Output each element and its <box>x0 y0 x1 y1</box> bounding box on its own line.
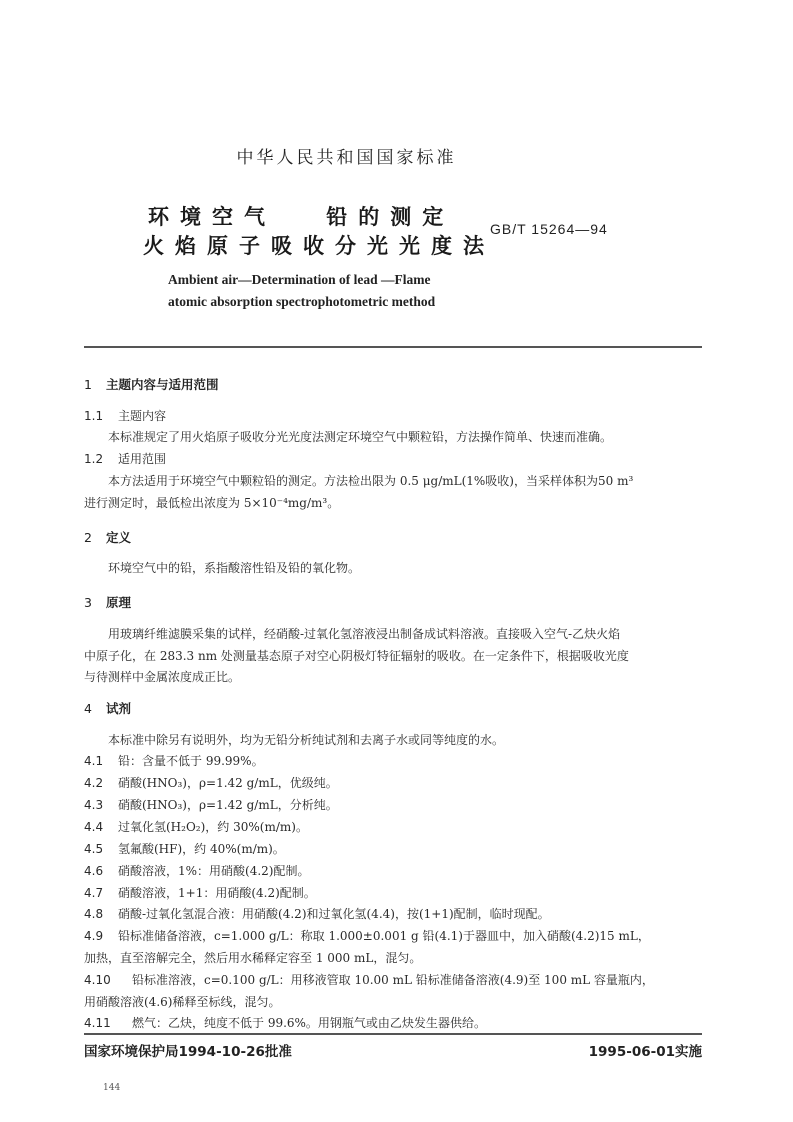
item-number: 4.1 <box>84 754 104 768</box>
item-number: 4.11 <box>84 1016 111 1030</box>
section-title: 定义 <box>106 530 132 545</box>
paragraph-continuation: 与待测样中金属浓度成正比。 <box>84 670 241 684</box>
reagent-item <box>84 906 704 922</box>
reagent-item <box>84 972 704 988</box>
paragraph: 本方法适用于环境空气中颗粒铅的测定。方法检出限为 0.5 μg/mL(1%吸收)，当采样体积为50 m³ <box>108 474 634 488</box>
page-number: 144 <box>103 1083 121 1093</box>
item-text: 硝酸溶液，1%：用硝酸(4.2)配制。 <box>118 864 310 878</box>
section-number: 3 <box>84 595 92 610</box>
reagent-item <box>84 775 704 791</box>
national-standard-heading: 中华人民共和国国家标准 <box>236 148 457 168</box>
section-3-heading <box>84 593 131 611</box>
paragraph: 环境空气中的铅，系指酸溶性铅及铅的氧化物。 <box>108 561 361 575</box>
approval-date: 国家环境保护局1994-10-26批准 <box>84 1044 292 1060</box>
item-number: 4.7 <box>84 886 104 900</box>
section-title: 原理 <box>106 595 132 610</box>
item-text: 铅标准储备溶液，c=1.000 g/L：称取 1.000±0.001 g 铅(4.1)于器皿中，加入硝酸(4.2)15 mL， <box>118 929 650 943</box>
subsection-number: 1.2 <box>84 452 104 466</box>
standard-number: GB/T 15264—94 <box>490 221 608 237</box>
subsection-1-2-heading <box>84 451 704 467</box>
paragraph: 本标准中除另有说明外，均为无铅分析纯试剂和去离子水或同等纯度的水。 <box>108 733 505 747</box>
item-text: 铅：含量不低于 99.99%。 <box>118 754 264 768</box>
item-text: 铅标准溶液，c=0.100 g/L：用移液管取 10.00 mL 铅标准储备溶液(4.9)至 100 mL 容量瓶内， <box>132 973 654 987</box>
section-4-heading <box>84 699 131 717</box>
item-number: 4.2 <box>84 776 104 790</box>
reagent-item <box>84 797 704 813</box>
paragraph: 本标准规定了用火焰原子吸收分光光度法测定环境空气中颗粒铅，方法操作简单、快速而准确。 <box>108 430 613 444</box>
item-text: 燃气：乙炔，纯度不低于 99.6%。用钢瓶气或由乙炔发生器供给。 <box>132 1016 486 1030</box>
item-number: 4.3 <box>84 798 104 812</box>
section-1-heading <box>84 375 219 393</box>
item-text: 过氧化氢(H₂O₂)，约 30%(m/m)。 <box>118 820 308 834</box>
section-title: 试剂 <box>106 701 132 716</box>
item-number: 4.6 <box>84 864 104 878</box>
paragraph: 用玻璃纤维滤膜采集的试样，经硝酸-过氧化氢溶液浸出制备成试料溶液。直接吸入空气-乙炔火焰 <box>108 627 621 641</box>
bottom-divider <box>84 1033 702 1035</box>
item-number: 4.8 <box>84 907 104 921</box>
effective-date: 1995-06-01实施 <box>588 1044 702 1060</box>
reagent-item <box>84 928 704 944</box>
top-divider <box>84 346 702 348</box>
item-text: 氢氟酸(HF)，约 40%(m/m)。 <box>118 842 285 856</box>
reagent-item-continuation: 用硝酸溶液(4.6)稀释至标线，混匀。 <box>84 995 281 1009</box>
reagent-item <box>84 863 704 879</box>
reagent-item <box>84 885 704 901</box>
item-text: 硝酸(HNO₃)，ρ=1.42 g/mL，优级纯。 <box>118 776 338 790</box>
section-number: 1 <box>84 377 92 392</box>
reagent-item <box>84 753 704 769</box>
item-number: 4.4 <box>84 820 104 834</box>
paragraph-continuation: 进行测定时，最低检出浓度为 5×10⁻⁴mg/m³。 <box>84 496 340 510</box>
title-en-line2: atomic absorption spectrophotometric method <box>168 294 436 309</box>
subsection-1-1-heading <box>84 408 704 424</box>
title-en-line1: Ambient air—Determination of lead —Flame <box>168 272 431 287</box>
reagent-item <box>84 841 704 857</box>
subsection-title: 主题内容 <box>118 409 167 423</box>
item-text: 硝酸-过氧化氢混合液：用硝酸(4.2)和过氧化氢(4.4)，按(1+1)配制，临时现配。 <box>118 907 550 921</box>
item-number: 4.10 <box>84 973 111 987</box>
section-number: 2 <box>84 530 92 545</box>
title-cn-line1: 环境空气 铅的测定 <box>148 205 455 229</box>
item-text: 硝酸溶液，1+1：用硝酸(4.2)配制。 <box>118 886 316 900</box>
reagent-item <box>84 1015 704 1031</box>
section-2-heading <box>84 528 131 546</box>
reagent-item-continuation: 加热，直至溶解完全，然后用水稀释定容至 1 000 mL，混匀。 <box>84 951 422 965</box>
subsection-title: 适用范围 <box>118 452 167 466</box>
reagent-item <box>84 819 704 835</box>
item-text: 硝酸(HNO₃)，ρ=1.42 g/mL，分析纯。 <box>118 798 338 812</box>
subsection-number: 1.1 <box>84 409 104 423</box>
item-number: 4.5 <box>84 842 104 856</box>
title-cn-line2: 火焰原子吸收分光光度法 <box>143 234 495 258</box>
paragraph-continuation: 中原子化，在 283.3 nm 处测量基态原子对空心阴极灯特征辐射的吸收。在一定条件下，根据吸收光度 <box>84 649 629 663</box>
item-number: 4.9 <box>84 929 104 943</box>
section-title: 主题内容与适用范围 <box>106 377 219 392</box>
section-number: 4 <box>84 701 92 716</box>
